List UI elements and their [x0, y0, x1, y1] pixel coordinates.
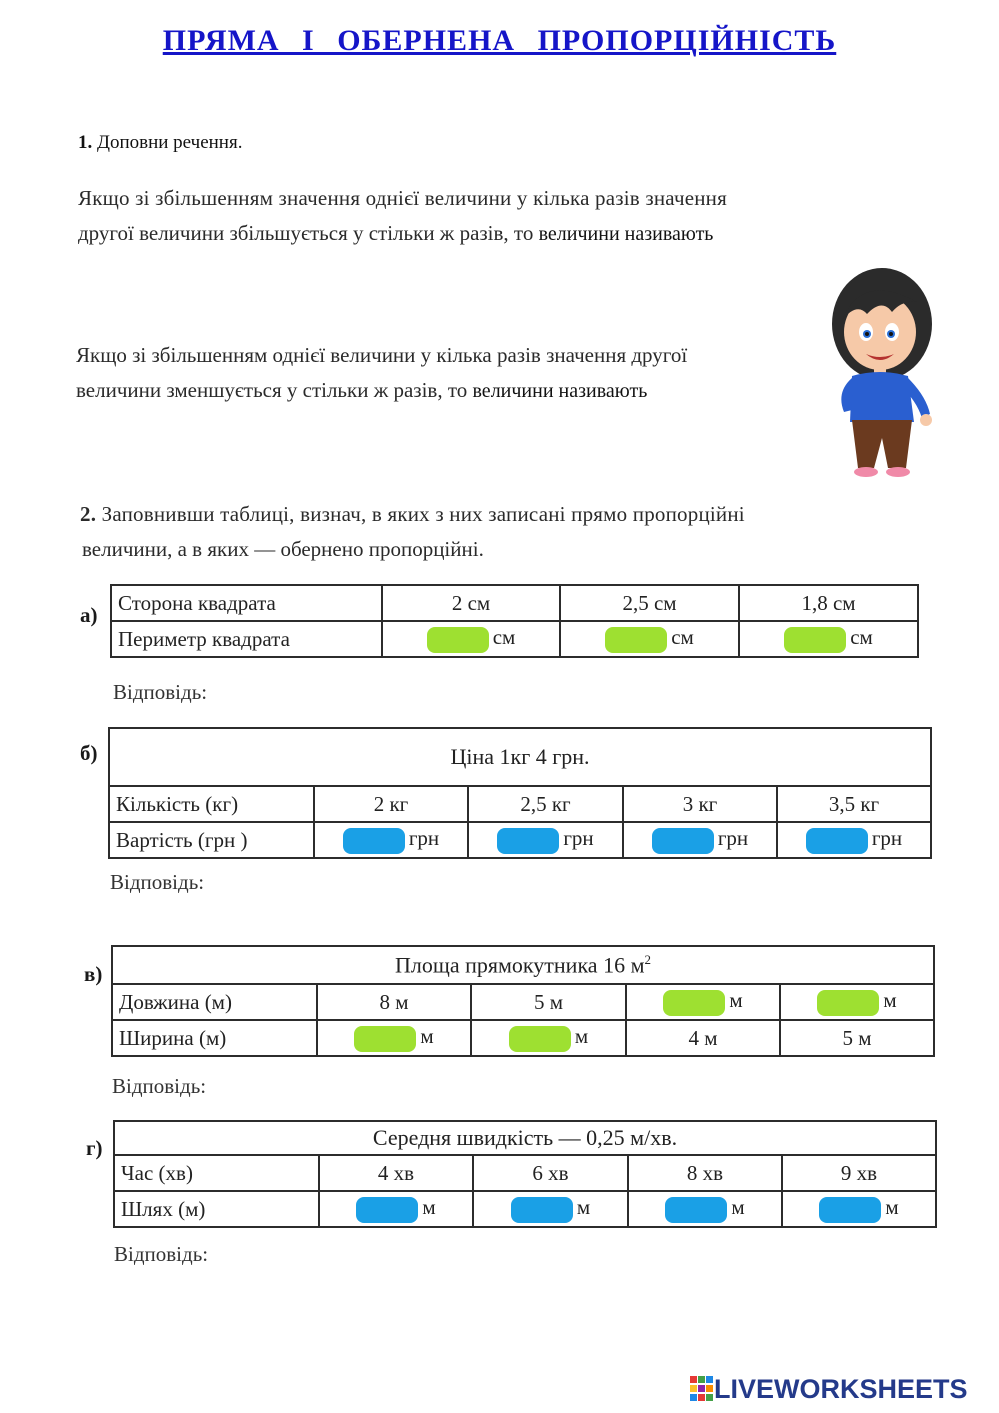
unit-label: грн [871, 826, 903, 851]
table-d [113, 1120, 937, 1228]
unit-label: м [576, 1195, 591, 1220]
girl-illustration [822, 262, 942, 482]
answer-input[interactable] [427, 627, 489, 653]
answer-input[interactable] [819, 1197, 881, 1223]
logo-text: LIVEWORKSHEETS [714, 1373, 968, 1404]
table-cell [317, 1020, 471, 1056]
table-c-row2-head: Ширина (м) [112, 1020, 317, 1056]
table-row [109, 822, 931, 858]
unit-label: м [574, 1024, 589, 1049]
unit-label: см [671, 625, 694, 650]
table-row [112, 1020, 934, 1056]
unit-label: м [422, 1195, 436, 1220]
task1-number: 1. [78, 132, 93, 153]
table-cell: 8 м [317, 984, 471, 1020]
answer-input[interactable] [343, 828, 405, 854]
table-c-caption [112, 946, 934, 984]
table-cell: 2 кг [314, 786, 468, 822]
answer-input[interactable] [509, 1026, 571, 1052]
table-b-caption: Ціна 1кг 4 грн. [109, 728, 931, 786]
table-row [114, 1121, 936, 1155]
unit-label: м [420, 1024, 434, 1049]
table-row [111, 621, 918, 657]
unit-label: м [883, 988, 897, 1013]
unit-label: грн [717, 826, 749, 851]
table-b-label: б) [80, 741, 98, 765]
task1-sentence2-tail: величини називають [472, 380, 648, 402]
unit-label: грн [408, 826, 440, 851]
logo-icon [690, 1376, 714, 1402]
table-cell [382, 621, 560, 657]
task1-sentence2-text: величини зменшується у стільки ж разів, то [76, 378, 468, 402]
table-cell: 5 м [780, 1020, 934, 1056]
task1-sentence2-line2 [76, 378, 647, 403]
table-cell: 1,8 см [739, 585, 918, 621]
unit-label: м [885, 1195, 899, 1220]
table-cell: 5 м [471, 984, 626, 1020]
table-cell [560, 621, 739, 657]
table-cell [739, 621, 918, 657]
page-title: ПРЯМА І ОБЕРНЕНА ПРОПОРЦІЙНІСТЬ [162, 24, 837, 57]
unit-label: грн [563, 826, 594, 851]
answer-input[interactable] [605, 627, 667, 653]
table-a-row2-head: Периметр квадрата [111, 621, 382, 657]
table-d-row2-head: Шлях (м) [114, 1191, 319, 1227]
table-cell [628, 1191, 782, 1227]
table-cell [623, 822, 777, 858]
answer-input[interactable] [652, 828, 714, 854]
table-cell [777, 822, 931, 858]
task1-instruction: Доповни речення. [97, 132, 243, 153]
answer-input[interactable] [665, 1197, 727, 1223]
task1-sentence1-text: другої величини збільшується у стільки ж разів, то [78, 221, 534, 245]
table-row [109, 786, 931, 822]
table-d-label: г) [86, 1136, 103, 1160]
table-cell: 6 хв [473, 1155, 628, 1191]
table-c-label: в) [84, 962, 103, 986]
table-a-label: а) [80, 603, 98, 627]
task1-sentence1-tail: величини називають [538, 223, 714, 245]
table-row [114, 1155, 936, 1191]
table-b-row1-head: Кількість (кг) [109, 786, 314, 822]
table-cell: 3,5 кг [777, 786, 931, 822]
liveworksheets-logo[interactable] [690, 1372, 968, 1406]
task2-text1: Заповнивши таблиці, визнач, в яких з них записані прямо пропорційні [101, 502, 745, 526]
table-row [111, 585, 918, 621]
answer-input[interactable] [497, 828, 559, 854]
task1-sentence1-line1: Якщо зі збільшенням значення однієї величини у кілька разів значення [78, 186, 727, 210]
answer-label-c: Відповідь: [112, 1074, 207, 1098]
table-c-row1-head: Довжина (м) [112, 984, 317, 1020]
table-cell [471, 1020, 626, 1056]
table-cell: 4 хв [319, 1155, 473, 1191]
table-a-row1-head: Сторона квадрата [111, 585, 382, 621]
answer-input[interactable] [806, 828, 868, 854]
table-d-row1-head: Час (хв) [114, 1155, 319, 1191]
table-b-row2-head: Вартість (грн ) [109, 822, 314, 858]
table-cell: 4 м [626, 1020, 780, 1056]
table-cell [626, 984, 780, 1020]
task1-sentence2-line1: Якщо зі збільшенням однієї величини у кілька разів значення другої [76, 343, 688, 367]
unit-label: см [492, 625, 516, 650]
table-d-caption: Середня швидкість — 0,25 м/хв. [114, 1121, 936, 1155]
answer-input[interactable] [511, 1197, 573, 1223]
table-cell [468, 822, 623, 858]
table-c-caption-sup: 2 [644, 951, 651, 967]
table-cell [319, 1191, 473, 1227]
task1-sentence1-line2 [78, 221, 713, 246]
table-b [108, 727, 932, 859]
table-cell: 2,5 см [560, 585, 739, 621]
answer-label-a: Відповідь: [113, 680, 208, 704]
table-row [112, 984, 934, 1020]
table-cell [782, 1191, 936, 1227]
answer-input[interactable] [784, 627, 846, 653]
table-cell: 2 см [382, 585, 560, 621]
table-row [114, 1191, 936, 1227]
unit-label: м [729, 988, 743, 1013]
task2-line1 [80, 502, 745, 527]
table-row [109, 728, 931, 786]
answer-label-d: Відповідь: [114, 1242, 209, 1266]
table-c [111, 945, 935, 1057]
table-cell: 9 хв [782, 1155, 936, 1191]
task1-heading [78, 132, 242, 154]
answer-label-b: Відповідь: [110, 870, 205, 894]
table-cell [780, 984, 934, 1020]
table-cell: 8 хв [628, 1155, 782, 1191]
answer-input[interactable] [354, 1026, 416, 1052]
answer-input[interactable] [356, 1197, 418, 1223]
unit-label: м [731, 1195, 745, 1220]
answer-input[interactable] [663, 990, 725, 1016]
table-cell: 2,5 кг [468, 786, 623, 822]
table-cell [473, 1191, 628, 1227]
task2-line2: величини, а в яких — обернено пропорційні. [82, 537, 484, 561]
unit-label: см [850, 625, 873, 650]
table-a [110, 584, 919, 658]
table-cell [314, 822, 468, 858]
task2-number: 2. [80, 502, 97, 526]
table-cell: 3 кг [623, 786, 777, 822]
answer-input[interactable] [817, 990, 879, 1016]
table-row [112, 946, 934, 984]
table-c-caption-text: Площа прямокутника 16 м [395, 952, 645, 978]
